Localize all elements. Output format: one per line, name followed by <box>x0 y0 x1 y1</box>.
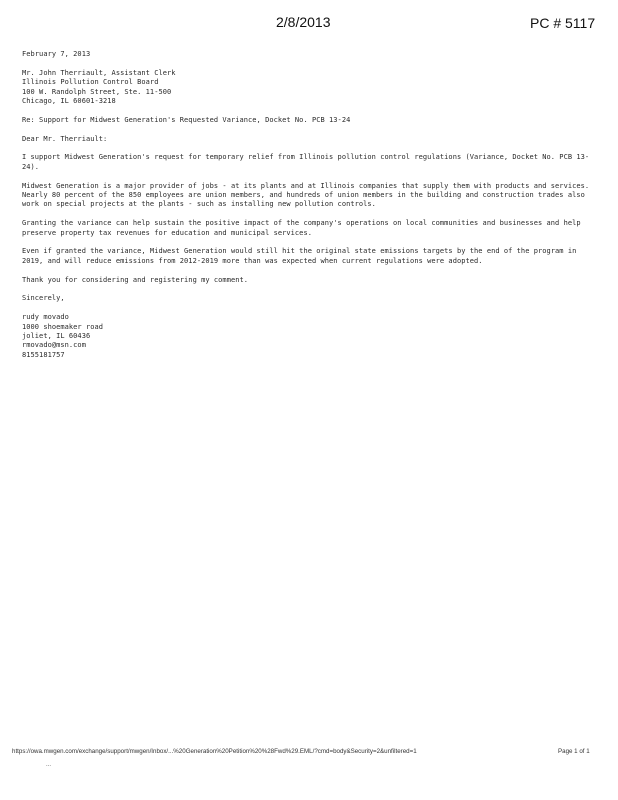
recipient-line: Chicago, IL 60601-3218 <box>22 97 116 106</box>
footer-url: https://owa.mwgen.com/exchange/support/mwgen/Inbox/...%20Generation%20Petition%20%28Fwd%29.EML/?cmd=body&Security=2&unfiltered=1 <box>12 748 417 755</box>
subject-line: Re: Support for Midwest Generation's Requested Variance, Docket No. PCB 13-24 <box>22 115 351 124</box>
salutation: Dear Mr. Therriault: <box>22 134 108 143</box>
letter-date: February 7, 2013 <box>22 50 91 58</box>
public-comment-number: PC # 5117 <box>530 15 596 31</box>
header-date: 2/8/2013 <box>276 14 331 30</box>
body-paragraph: Granting the variance can help sustain the positive impact of the company's operations on local communities and businesses and help preserve property tax revenues for education and municipal services. <box>22 219 585 237</box>
body-paragraph: I support Midwest Generation's request for temporary relief from Illinois pollution control regulations (Variance, Docket No. PCB 13-24). <box>22 153 590 171</box>
signature-phone: 8155181757 <box>22 350 65 359</box>
body-paragraph: Thank you for considering and registering my comment. <box>22 275 249 284</box>
recipient-address <box>22 69 594 107</box>
recipient-line: Mr. John Therriault, Assistant Clerk <box>22 68 176 77</box>
footer-mark: ... <box>46 762 52 768</box>
signature-block <box>22 313 594 360</box>
signature-street: 1000 shoemaker road <box>22 322 104 331</box>
letter-body <box>22 50 594 370</box>
recipient-line: 100 W. Randolph Street, Ste. 11-500 <box>22 87 172 96</box>
signature-city: joliet, IL 60436 <box>22 332 91 341</box>
signature-name: rudy movado <box>22 313 69 322</box>
recipient-line: Illinois Pollution Control Board <box>22 78 159 87</box>
body-paragraph: Midwest Generation is a major provider of jobs - at its plants and at Illinois companies that supply them with products and services. Nearly 80 percent of the 850 employees are union members, and hundreds of union members in the building and construction trades also work on special projects at the plants - such as installing new pollution controls. <box>22 181 594 209</box>
closing: Sincerely, <box>22 294 65 303</box>
body-paragraph: Even if granted the variance, Midwest Generation would still hit the original state emissions targets by the end of the program in 2019, and will reduce emissions from 2012-2019 more than was expected when current regulations were adopted. <box>22 247 581 265</box>
signature-email: rmovado@msn.com <box>22 341 86 350</box>
footer-page-number: Page 1 of 1 <box>558 748 590 755</box>
